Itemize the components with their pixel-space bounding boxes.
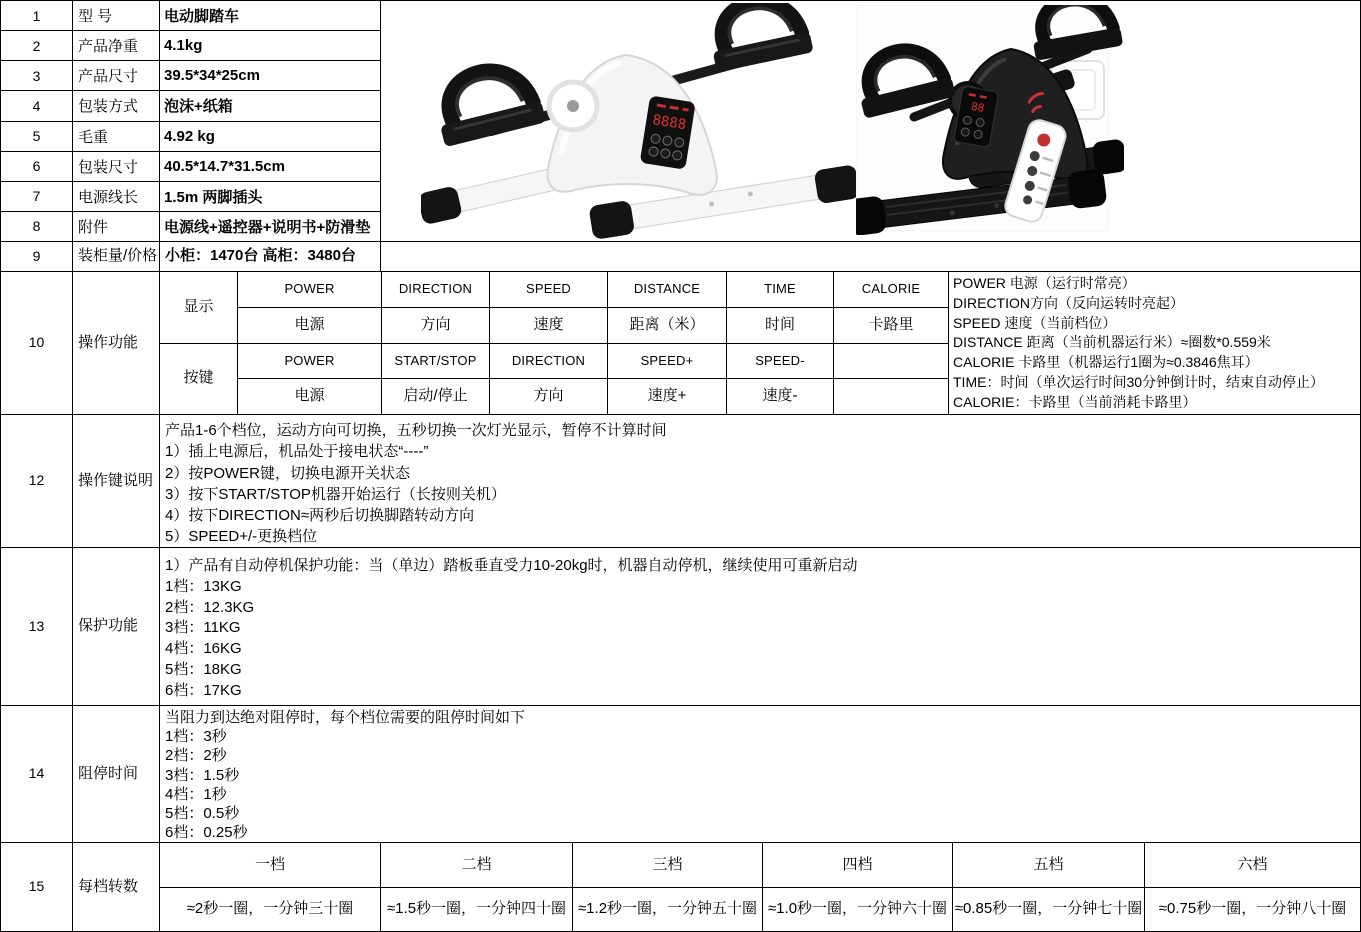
gear-2-header: 二档 — [381, 843, 573, 888]
gear-6-header: 六档 — [1145, 843, 1361, 888]
row-5-number: 5 — [1, 122, 73, 152]
gear-6-value: ≈0.75秒一圈，一分钟八十圈 — [1145, 888, 1361, 932]
note-line: SPEED 速度（当前档位） — [953, 314, 1117, 331]
row-13-number: 13 — [1, 548, 73, 706]
gear-3-value: ≈1.2秒一圈，一分钟五十圈 — [573, 888, 763, 932]
row-6-label: 包装尺寸 — [73, 152, 160, 182]
note-line: TIME：时间（单次运行时间30分钟倒计时，结束自动停止） — [953, 373, 1325, 390]
protection-line: 1）产品有自动停机保护功能：当（单边）踏板垂直受力10-20kg时，机器自动停机，继续使用可重新启动 — [165, 557, 858, 574]
protection-line: 6档：17KG — [165, 681, 242, 699]
row-4-value: 泡沫+纸箱 — [160, 91, 381, 121]
note-line: DISTANCE 距离（当前机器运行米）≈圈数*0.559米 — [953, 334, 1271, 351]
note-line: POWER 电源（运行时常亮） — [953, 275, 1136, 291]
protection-line: 2档：12.3KG — [165, 598, 255, 616]
display-header-speed: SPEED — [490, 272, 608, 308]
row-8-number: 8 — [1, 212, 73, 242]
stop-time-line: 当阻力到达绝对阻停时，每个档位需要的阻停时间如下 — [165, 709, 526, 726]
row-12-number: 12 — [1, 415, 73, 548]
row-5-value: 4.92 kg — [160, 122, 381, 152]
row-3-label: 产品尺寸 — [73, 61, 160, 91]
row-10-notes — [949, 272, 1361, 415]
instruction-line: 1）插上电源后，机品处于接电状态“----” — [165, 443, 429, 461]
row-1-number: 1 — [1, 1, 73, 31]
key-cn-empty — [834, 379, 949, 415]
key-cn-speed-minus: 速度- — [727, 379, 834, 415]
row-13-label: 保护功能 — [73, 548, 160, 706]
row-2-label: 产品净重 — [73, 31, 160, 61]
row-3-number: 3 — [1, 61, 73, 91]
row-2-value: 4.1kg — [160, 31, 381, 61]
gear-5-header: 五档 — [953, 843, 1145, 888]
stop-time-line: 6档：0.25秒 — [165, 824, 248, 842]
display-header-time: TIME — [727, 272, 834, 308]
row-8-value: 电源线+遥控器+说明书+防滑垫 — [160, 212, 381, 242]
row-5-label: 毛重 — [73, 122, 160, 152]
row-2-number: 2 — [1, 31, 73, 61]
row-6-number: 6 — [1, 152, 73, 182]
key-header-speed-minus: SPEED- — [727, 344, 834, 380]
row-14-content — [160, 706, 1361, 843]
key-header-power: POWER — [238, 344, 382, 380]
stop-time-line: 2档：2秒 — [165, 747, 227, 765]
row-7-number: 7 — [1, 182, 73, 212]
display-cn-direction: 方向 — [382, 308, 490, 344]
row-10-label: 操作功能 — [73, 272, 160, 415]
key-cn-power: 电源 — [238, 379, 382, 415]
row-10-number: 10 — [1, 272, 73, 415]
row-14-number: 14 — [1, 706, 73, 843]
row-13-content — [160, 548, 1361, 706]
gear-4-header: 四档 — [763, 843, 953, 888]
spec-rows-1-8 — [1, 1, 381, 242]
display-header-direction: DIRECTION — [382, 272, 490, 308]
note-line: CALORIE 卡路里（机器运行1圈为≈0.3846焦耳） — [953, 354, 1259, 371]
gear-1-header: 一档 — [160, 843, 381, 888]
row-1-label: 型 号 — [73, 1, 160, 31]
row-15-label: 每档转数 — [73, 843, 160, 932]
display-header-power: POWER — [238, 272, 382, 308]
gear-1-value: ≈2秒一圈，一分钟三十圈 — [160, 888, 381, 932]
instruction-line: 3）按下START/STOP机器开始运行（长按则关机） — [165, 485, 506, 503]
product-photos-cell — [381, 1, 1361, 242]
stop-time-line: 4档：1秒 — [165, 785, 227, 803]
keys-group-label: 按键 — [160, 344, 238, 416]
stop-time-line: 1档：3秒 — [165, 728, 227, 746]
instruction-line: 5）SPEED+/-更换档位 — [165, 528, 318, 546]
row-9-number: 9 — [1, 242, 73, 272]
note-line: DIRECTION方向（反向运转时亮起） — [953, 294, 1184, 311]
instruction-line: 4）按下DIRECTION≈两秒后切换脚踏转动方向 — [165, 507, 475, 525]
key-header-empty — [834, 344, 949, 380]
row-6-value: 40.5*14.7*31.5cm — [160, 152, 381, 182]
row-7-value: 1.5m 两脚插头 — [160, 182, 381, 212]
display-header-distance: DISTANCE — [608, 272, 727, 308]
protection-line: 5档：18KG — [165, 660, 242, 678]
left-pedal-icon — [430, 59, 547, 147]
row-7-label: 电源线长 — [73, 182, 160, 212]
row-12-content — [160, 415, 1361, 548]
note-line: CALORIE：卡路里（当前消耗卡路里） — [953, 393, 1197, 410]
row-1-value: 电动脚踏车 — [160, 1, 381, 31]
display-group-label: 显示 — [160, 272, 238, 344]
right-pedal-icon — [704, 3, 813, 72]
row-15-number: 15 — [1, 843, 73, 932]
key-cn-direction: 方向 — [490, 379, 608, 415]
black-pedal-exerciser-photo — [856, 5, 1124, 235]
key-header-speed-plus: SPEED+ — [608, 344, 727, 380]
gear-4-value: ≈1.0秒一圈，一分钟六十圈 — [763, 888, 953, 932]
key-header-direction: DIRECTION — [490, 344, 608, 380]
svg-text:88: 88 — [970, 99, 986, 115]
svg-text:8888: 8888 — [651, 112, 688, 134]
protection-line: 4档：16KG — [165, 640, 242, 658]
row-4-number: 4 — [1, 91, 73, 121]
display-cn-distance: 距离（米） — [608, 308, 727, 344]
instruction-line: 2）按POWER键，切换电源开关状态 — [165, 464, 411, 482]
display-cn-calorie: 卡路里 — [834, 308, 949, 344]
key-cn-startstop: 启动/停止 — [382, 379, 490, 415]
gear-5-value: ≈0.85秒一圈，一分钟七十圈 — [953, 888, 1145, 932]
protection-line: 3档：11KG — [165, 619, 241, 637]
row-8-label: 附件 — [73, 212, 160, 242]
row-9-value: 小柜：1470台 高柜：3480台 — [160, 242, 381, 272]
stop-time-line: 3档：1.5秒 — [165, 766, 240, 784]
display-cn-time: 时间 — [727, 308, 834, 344]
row-4-label: 包装方式 — [73, 91, 160, 121]
display-cn-speed: 速度 — [490, 308, 608, 344]
white-pedal-exerciser-photo — [421, 3, 861, 239]
gear-3-header: 三档 — [573, 843, 763, 888]
row-9-label: 装柜量/价格 — [73, 242, 160, 272]
display-cn-power: 电源 — [238, 308, 382, 344]
gear-2-value: ≈1.5秒一圈，一分钟四十圈 — [381, 888, 573, 932]
key-cn-speed-plus: 速度+ — [608, 379, 727, 415]
key-header-startstop: START/STOP — [382, 344, 490, 380]
instruction-line: 产品1-6个档位，运动方向可切换，五秒切换一次灯光显示，暂停不计算时间 — [165, 422, 667, 439]
stop-time-line: 5档：0.5秒 — [165, 805, 240, 823]
protection-line: 1档：13KG — [165, 577, 242, 595]
display-header-calorie: CALORIE — [834, 272, 949, 308]
row-14-label: 阻停时间 — [73, 706, 160, 843]
row-12-label: 操作键说明 — [73, 415, 160, 548]
row-3-value: 39.5*34*25cm — [160, 61, 381, 91]
row-9-empty-cell — [381, 242, 1361, 272]
